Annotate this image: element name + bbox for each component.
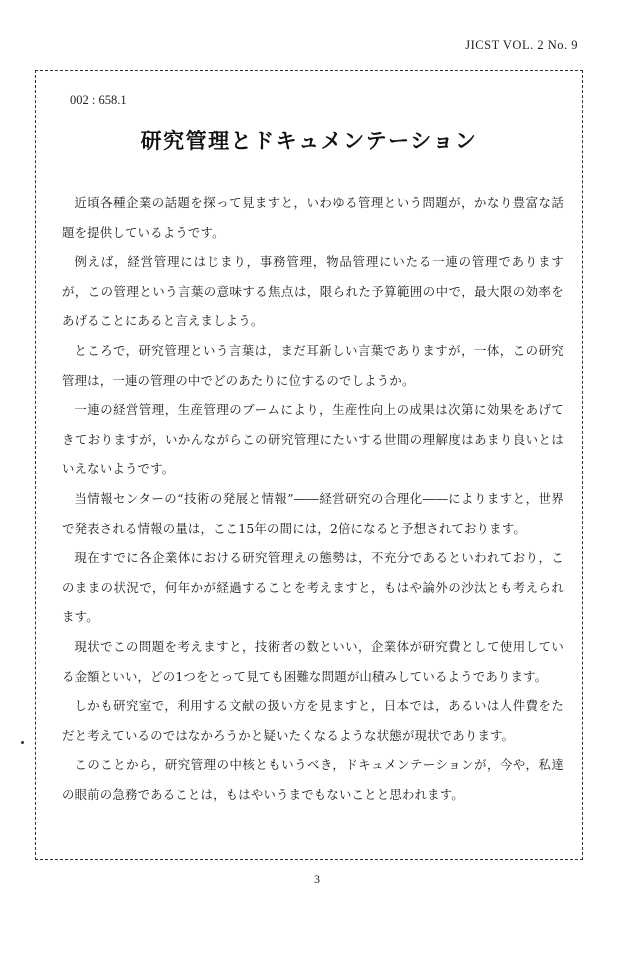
paragraph: 一連の経営管理，生産管理のブームにより，生産性向上の成果は次第に効果をあげてきておりますが，いかんながらこの研究管理にたいする世間の理解度はあまり良いとはいえないようです。 [62,402,564,477]
stray-mark [21,741,24,744]
article-frame [35,70,583,860]
article-body [62,188,564,809]
paragraph: 当情報センターの“技術の発展と情報”――経営研究の合理化――によりますと，世界で発表される情報の量は，ここ15年の間には，2倍になると予想されております。 [62,490,564,536]
classification-number: 002 : 658.1 [70,93,127,107]
paragraph: 近頃各種企業の話題を探って見ますと，いわゆる管理という問題が，かなり豊富な話題を提供しているようです。 [62,195,564,240]
paragraph: しかも研究室で，利用する文献の扱い方を見ますと，日本では，あるいは人件費をただと考えているのではなかろうかと疑いたくなるような状態が現状であります。 [62,698,564,743]
article-title: 研究管理とドキュメンテーション [140,129,478,153]
paragraph: 現状でこの問題を考えますと，技術者の数といい，企業体が研究費として使用している金額といい，どの1つをとって見ても困難な問題が山積みしているようであります。 [62,638,564,684]
paragraph: このことから，研究管理の中核ともいうべき，ドキュメンテーションが，今や，私達の眼前の急務であることは，もはやいうまでもないことと思われます。 [62,757,564,802]
journal-header: JICST VOL. 2 No. 9 [465,38,578,52]
page-number: 3 [314,872,320,886]
paragraph: ところで，研究管理という言葉は，まだ耳新しい言葉でありますが，一体，この研究管理は，一連の管理の中でどのあたりに位するのでしようか。 [62,342,564,388]
paragraph: 例えば，経営管理にはじまり，事務管理，物品管理にいたる一連の管理でありますが，この管理という言葉の意味する焦点は，限られた予算範囲の中で，最大限の効率をあげることにあると言えましよう。 [62,254,564,329]
paragraph: 現在すでに各企業体における研究管理えの態勢は，不充分であるといわれており，このままの状況で，何年かが経過することを考えますと，もはや論外の沙汰とも考えられます。 [62,550,564,625]
